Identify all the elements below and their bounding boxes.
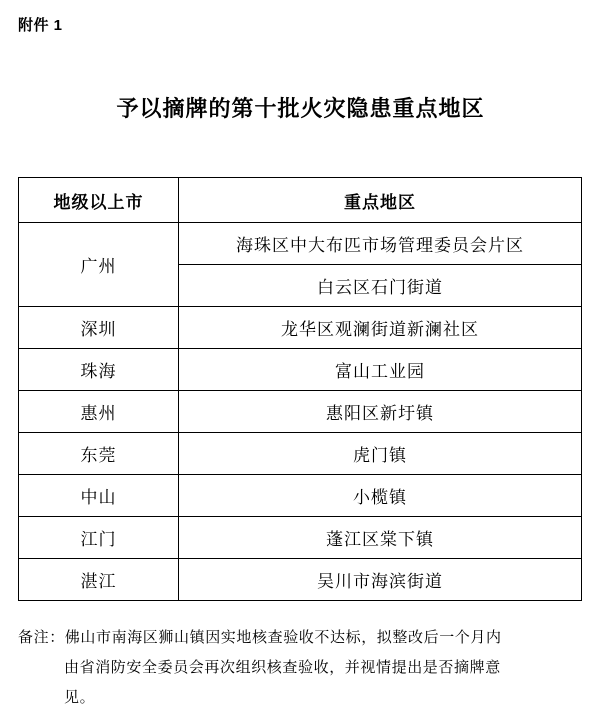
cell-area: 富山工业园: [179, 349, 582, 391]
table-row: [19, 223, 582, 265]
cell-area: 吴川市海滨街道: [179, 559, 582, 601]
column-header-city: 地级以上市: [19, 178, 179, 223]
cell-area: 蓬江区棠下镇: [179, 517, 582, 559]
note-line-3: 见。: [64, 690, 96, 706]
cell-area: 龙华区观澜街道新澜社区: [179, 307, 582, 349]
table-row: [19, 391, 582, 433]
table-row: [19, 475, 582, 517]
cell-area: 海珠区中大布匹市场管理委员会片区: [179, 223, 582, 265]
table-header: [19, 178, 582, 223]
table-row: [19, 307, 582, 349]
cell-city: 江门: [19, 517, 179, 559]
table-row: [19, 517, 582, 559]
cell-city: 中山: [19, 475, 179, 517]
note-line-2: 由省消防安全委员会再次组织核查验收，并视情提出是否摘牌意: [64, 660, 501, 676]
cell-city: 深圳: [19, 307, 179, 349]
cell-city: 东莞: [19, 433, 179, 475]
cell-area: 惠阳区新圩镇: [179, 391, 582, 433]
cell-city: 惠州: [19, 391, 179, 433]
table-body: [19, 223, 582, 601]
table-note: [18, 623, 583, 713]
column-header-area: 重点地区: [179, 178, 582, 223]
table-header-row: [19, 178, 582, 223]
cell-city: 广州: [19, 223, 179, 307]
page-title: 予以摘牌的第十批火灾隐患重点地区: [116, 96, 485, 121]
attachment-label: 附件 1: [18, 17, 63, 34]
cell-area: 虎门镇: [179, 433, 582, 475]
table-row: [19, 559, 582, 601]
cell-area: 小榄镇: [179, 475, 582, 517]
cell-city: 珠海: [19, 349, 179, 391]
table-row: [19, 433, 582, 475]
note-line-1: 备注：佛山市南海区狮山镇因实地核查验收不达标，拟整改后一个月内: [18, 630, 502, 646]
cell-city: 湛江: [19, 559, 179, 601]
table-row: [19, 349, 582, 391]
key-areas-table: [18, 177, 582, 601]
cell-area: 白云区石门街道: [179, 265, 582, 307]
